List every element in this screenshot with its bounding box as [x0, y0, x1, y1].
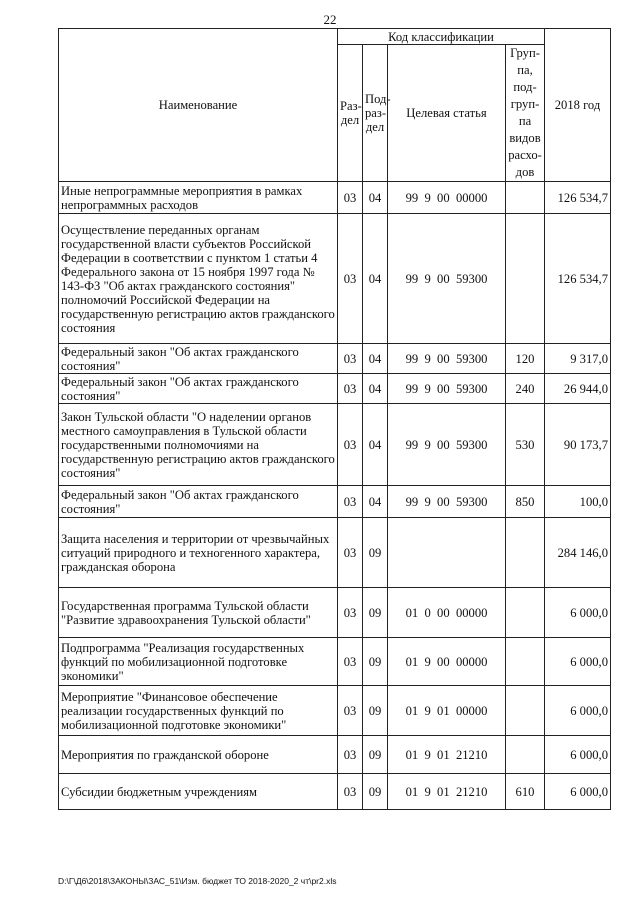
header-subsection: Под- раз- дел — [363, 45, 388, 182]
row-group — [506, 736, 545, 774]
row-target: 99 9 00 59300 — [388, 344, 506, 374]
row-group — [506, 638, 545, 686]
row-group — [506, 214, 545, 344]
table-row — [59, 344, 611, 374]
row-group — [506, 182, 545, 214]
row-group: 120 — [506, 344, 545, 374]
row-subsection: 09 — [363, 686, 388, 736]
row-name: Мероприятия по гражданской обороне — [59, 736, 338, 774]
header-target: Целевая статья — [388, 45, 506, 182]
table-row — [59, 518, 611, 588]
row-section: 03 — [338, 214, 363, 344]
row-section: 03 — [338, 374, 363, 404]
table-row — [59, 486, 611, 518]
row-section: 03 — [338, 182, 363, 214]
table-row — [59, 638, 611, 686]
row-subsection: 09 — [363, 736, 388, 774]
table-row — [59, 374, 611, 404]
row-name: Подпрограмма "Реализация государственных функций по мобилизационной подготовке экономики" — [59, 638, 338, 686]
row-amount: 100,0 — [545, 486, 611, 518]
table-row — [59, 182, 611, 214]
row-section: 03 — [338, 638, 363, 686]
row-name: Иные непрограммные мероприятия в рамках непрограммных расходов — [59, 182, 338, 214]
row-name: Мероприятие "Финансовое обеспечение реализации государственных функций по мобилизационной подготовке экономики" — [59, 686, 338, 736]
header-name: Наименование — [59, 29, 338, 182]
row-name: Осуществление переданных органам государственной власти субъектов Российской Федерации в соответствии с пунктом 1 статьи 4 Федерального закона от 15 ноября 1997 года № 143-ФЗ "Об актах гражданского состояния" полномочий Российской Федерации на государственную регистрацию актов гражданского состояния — [59, 214, 338, 344]
row-amount: 26 944,0 — [545, 374, 611, 404]
row-amount: 6 000,0 — [545, 736, 611, 774]
row-subsection: 09 — [363, 518, 388, 588]
row-subsection: 04 — [363, 486, 388, 518]
row-section: 03 — [338, 736, 363, 774]
row-group — [506, 588, 545, 638]
row-group — [506, 686, 545, 736]
header-year: 2018 год — [545, 29, 611, 182]
row-target: 99 9 00 59300 — [388, 404, 506, 486]
row-subsection: 09 — [363, 638, 388, 686]
budget-table — [58, 28, 611, 810]
row-group: 530 — [506, 404, 545, 486]
table-row — [59, 686, 611, 736]
row-target — [388, 518, 506, 588]
table-body — [59, 182, 611, 810]
row-group: 850 — [506, 486, 545, 518]
row-section: 03 — [338, 588, 363, 638]
row-subsection: 04 — [363, 374, 388, 404]
table-row — [59, 404, 611, 486]
row-amount: 284 146,0 — [545, 518, 611, 588]
row-name: Защита населения и территории от чрезвычайных ситуаций природного и техногенного характера, гражданская оборона — [59, 518, 338, 588]
row-section: 03 — [338, 774, 363, 810]
row-amount: 126 534,7 — [545, 214, 611, 344]
row-section: 03 — [338, 518, 363, 588]
row-subsection: 04 — [363, 214, 388, 344]
row-section: 03 — [338, 486, 363, 518]
row-amount: 9 317,0 — [545, 344, 611, 374]
row-name: Субсидии бюджетным учреждениям — [59, 774, 338, 810]
row-subsection: 09 — [363, 588, 388, 638]
row-section: 03 — [338, 344, 363, 374]
row-target: 01 9 01 21210 — [388, 736, 506, 774]
row-subsection: 04 — [363, 182, 388, 214]
row-amount: 90 173,7 — [545, 404, 611, 486]
row-target: 01 9 01 21210 — [388, 774, 506, 810]
row-name: Закон Тульской области "О наделении органов местного самоуправления в Тульской области государственными полномочиями на государственную регистрацию актов гражданского состояния" — [59, 404, 338, 486]
row-name: Федеральный закон "Об актах гражданского состояния" — [59, 374, 338, 404]
header-section: Раз- дел — [338, 45, 363, 182]
table-row — [59, 214, 611, 344]
table-row — [59, 736, 611, 774]
row-section: 03 — [338, 404, 363, 486]
table-row — [59, 774, 611, 810]
page-number: 22 — [323, 12, 337, 27]
row-target: 01 0 00 00000 — [388, 588, 506, 638]
row-name: Государственная программа Тульской области "Развитие здравоохранения Тульской области" — [59, 588, 338, 638]
row-target: 99 9 00 59300 — [388, 486, 506, 518]
row-subsection: 04 — [363, 404, 388, 486]
header-row-top — [59, 29, 611, 45]
table-row — [59, 588, 611, 638]
row-group: 610 — [506, 774, 545, 810]
row-target: 99 9 00 59300 — [388, 374, 506, 404]
row-amount: 6 000,0 — [545, 638, 611, 686]
row-amount: 126 534,7 — [545, 182, 611, 214]
row-target: 01 9 00 00000 — [388, 638, 506, 686]
row-group — [506, 518, 545, 588]
row-target: 99 9 00 00000 — [388, 182, 506, 214]
row-name: Федеральный закон "Об актах гражданского состояния" — [59, 486, 338, 518]
row-target: 01 9 01 00000 — [388, 686, 506, 736]
row-section: 03 — [338, 686, 363, 736]
row-amount: 6 000,0 — [545, 686, 611, 736]
row-amount: 6 000,0 — [545, 588, 611, 638]
header-classification: Код классификации — [338, 29, 545, 45]
row-amount: 6 000,0 — [545, 774, 611, 810]
row-subsection: 04 — [363, 344, 388, 374]
header-group: Груп- па, под- груп- па видов расхо- дов — [506, 45, 545, 182]
row-name: Федеральный закон "Об актах гражданского состояния" — [59, 344, 338, 374]
row-subsection: 09 — [363, 774, 388, 810]
row-target: 99 9 00 59300 — [388, 214, 506, 344]
footer-file-path: D:\Г\Д6\2018\ЗАКОНЫ\ЗАС_51\Изм. бюджет ТО 2018-2020_2 чт\pr2.xls — [58, 876, 337, 886]
row-group: 240 — [506, 374, 545, 404]
